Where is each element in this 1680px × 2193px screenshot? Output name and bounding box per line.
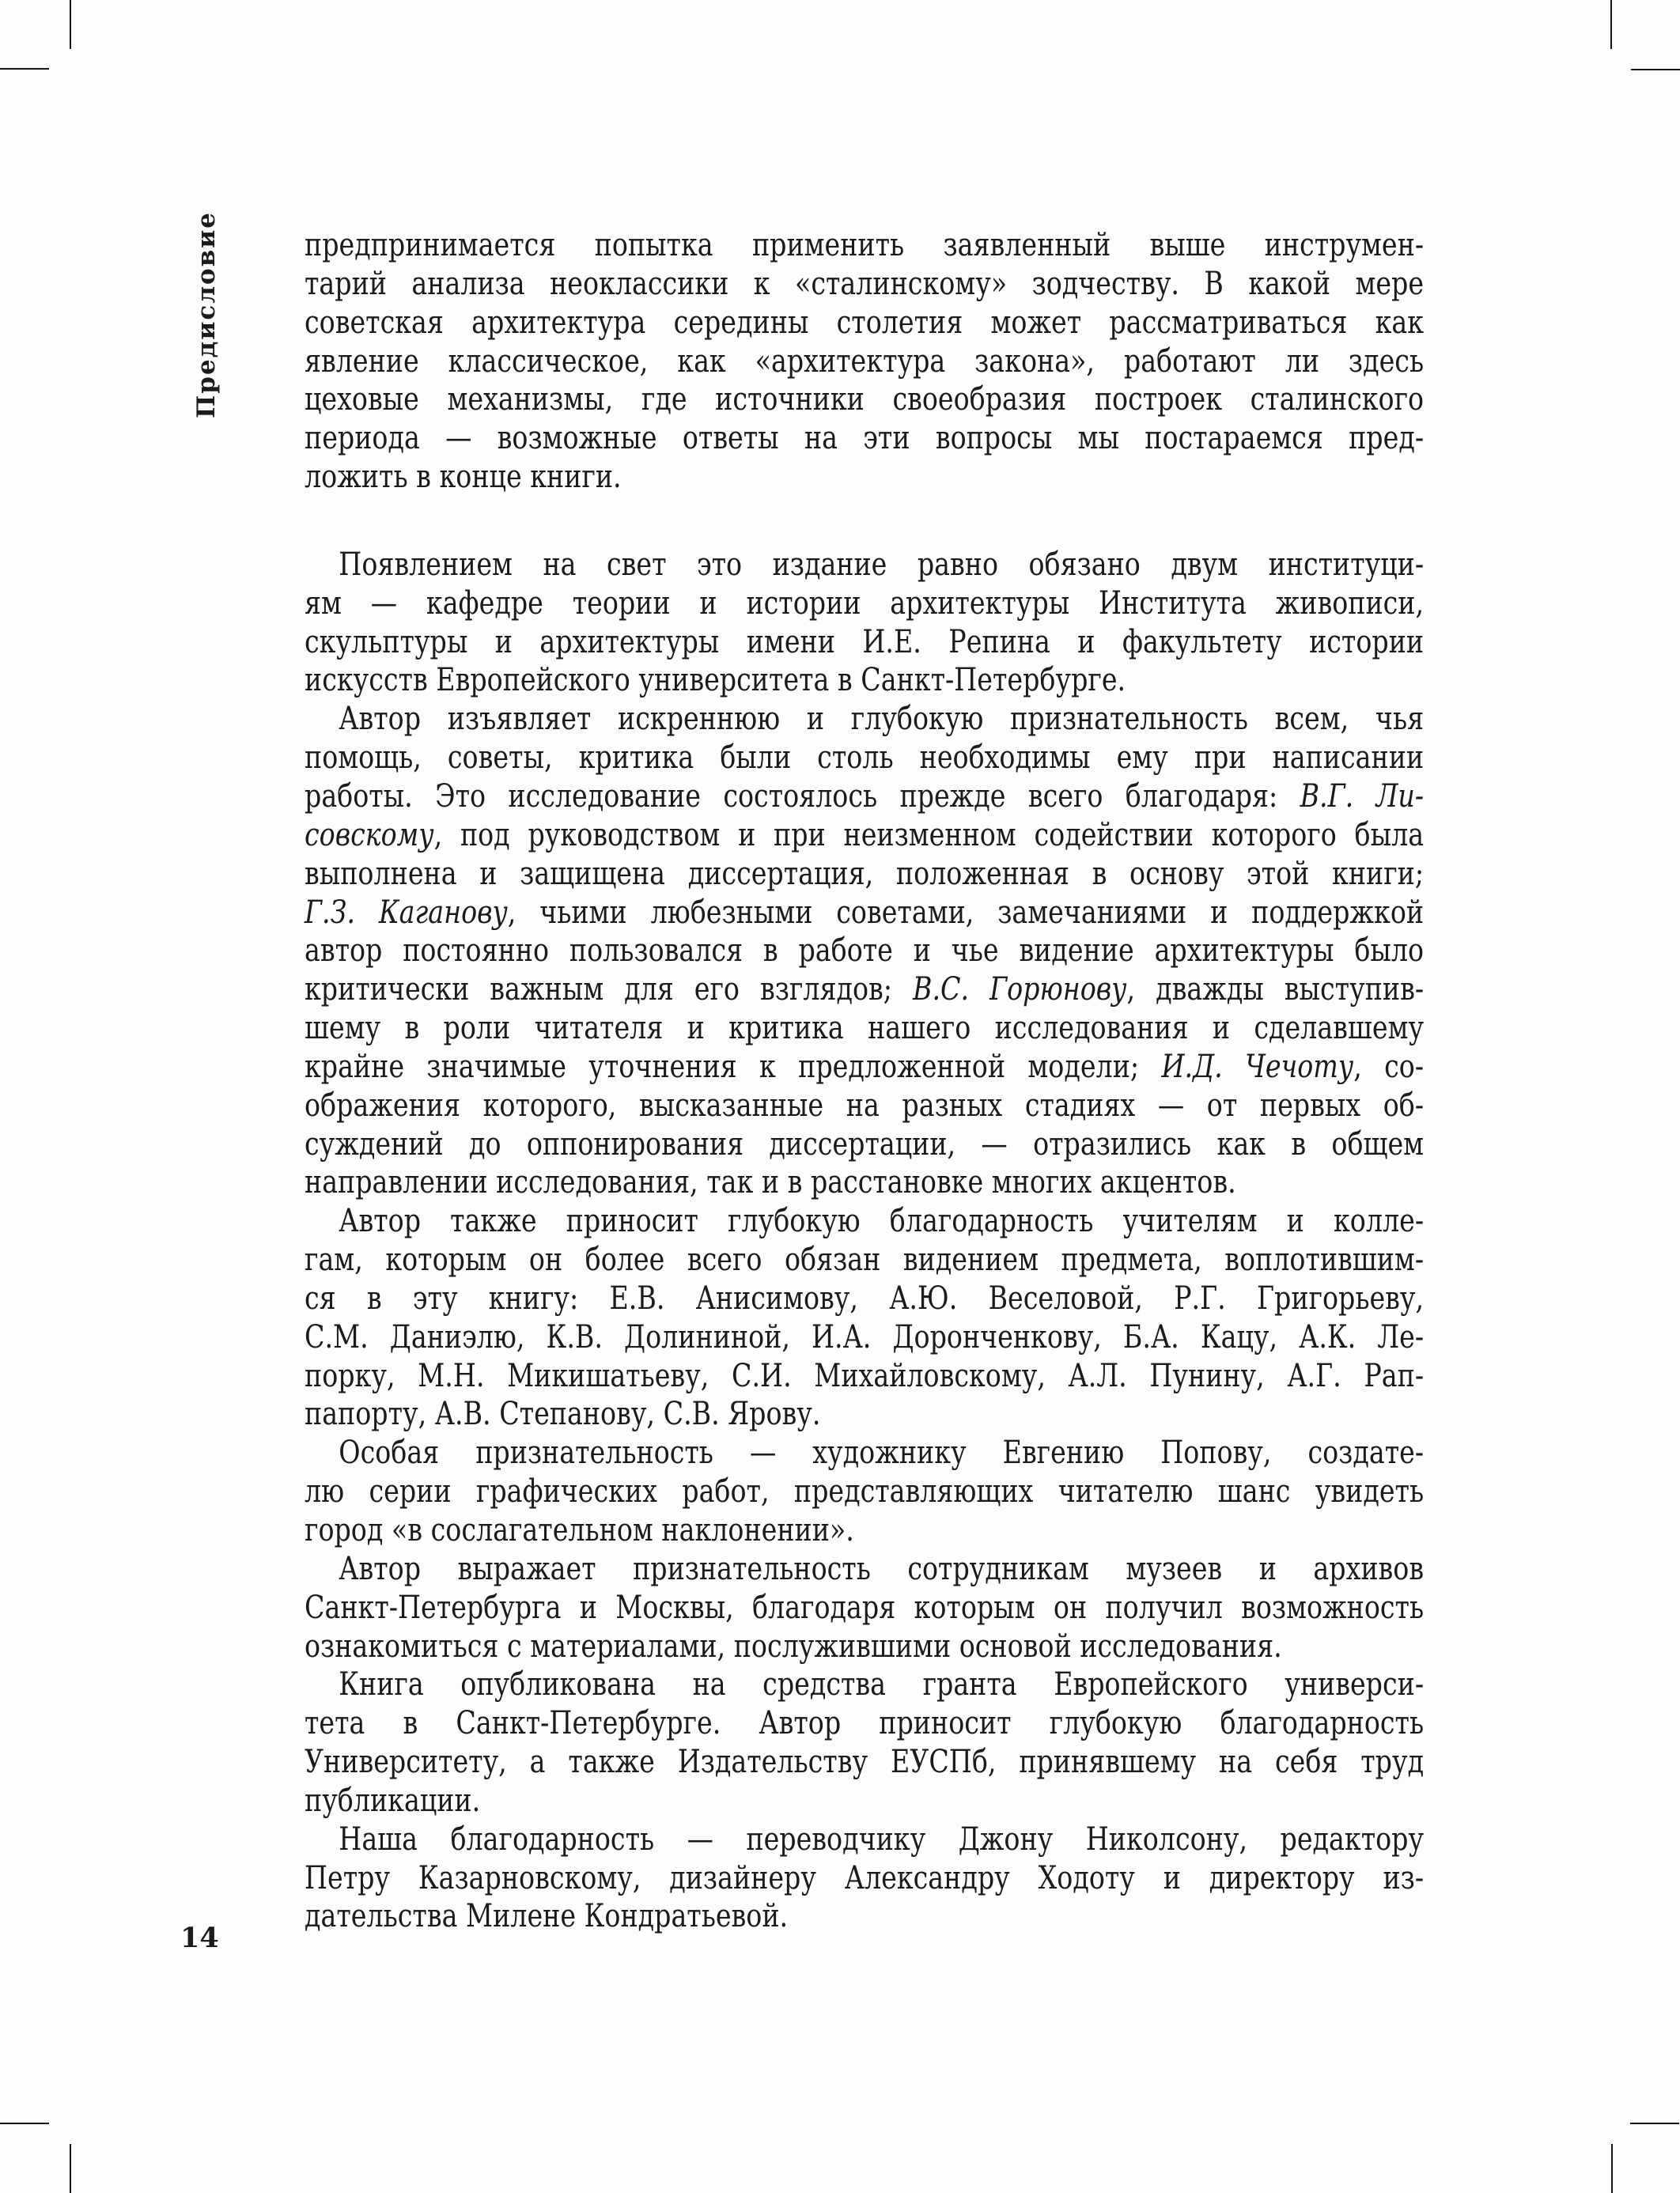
text-line: Автор выражает признательность сотрудникам музеев и архивов — [339, 1550, 1425, 1587]
text-line: выполнена и защищена диссертация, положенная в основу этой книги; — [305, 855, 1425, 892]
text-line: советская архитектура середины столетия может рассматриваться как — [305, 304, 1425, 341]
crop-mark-top-left-vertical — [70, 0, 71, 49]
text-line: папорту, А.В. Степанову, С.В. Ярову. — [305, 1396, 821, 1433]
crop-mark-bottom-left-vertical — [70, 2144, 71, 2193]
text-line: Книга опубликована на средства гранта Европейского универси- — [339, 1666, 1425, 1703]
paragraph — [305, 226, 1424, 497]
text-line: ознакомиться с материалами, послужившими основой исследования. — [305, 1628, 1282, 1665]
crop-mark-bottom-right-horizontal — [1630, 2123, 1679, 2124]
margin-label-chapter: Предисловие — [192, 211, 221, 418]
text-line: Г.З. Каганову, чьими любезными советами, замечаниями и поддержкой — [305, 894, 1425, 931]
text-line: Автор также приносит глубокую благодарность учителям и колле- — [339, 1203, 1425, 1240]
text-line: дательства Милене Кондратьевой. — [305, 1898, 789, 1935]
page-number: 14 — [180, 1922, 219, 1954]
text-line: порку, М.Н. Микишатьеву, С.И. Михайловскому, А.Л. Пунину, А.Г. Рап- — [305, 1357, 1425, 1394]
paragraph — [305, 1821, 1424, 1937]
text-line: совскому, под руководством и при неизменном содействии которого была — [305, 816, 1425, 853]
text-line: ображения которого, высказанные на разных стадиях — от первых об- — [305, 1087, 1425, 1124]
text-line: шему в роли читателя и критика нашего исследования и сделавшему — [305, 1010, 1425, 1047]
paragraph — [305, 700, 1424, 1202]
text-line: автор постоянно пользовался в работе и чье видение архитектуры было — [305, 932, 1425, 970]
text-line: явление классическое, как «архитектура закона», работают ли здесь — [305, 342, 1425, 380]
text-line: цеховые механизмы, где источники своеобразия построек сталинского — [305, 381, 1425, 418]
text-line: предпринимается попытка применить заявленный выше инструмен- — [305, 227, 1425, 263]
text-line: искусств Европейского университета в Санкт-Петербурге. — [305, 662, 1126, 699]
text-line: Особая признательность — художнику Евгению Попову, создате- — [339, 1435, 1425, 1472]
text-line: Санкт-Петербурга и Москвы, благодаря которым он получил возможность — [305, 1589, 1425, 1626]
text-line: ям — кафедре теории и истории архитектуры Института живописи, — [305, 584, 1425, 622]
text-line: работы. Это исследование состоялось прежде всего благодаря: В.Г. Ли- — [305, 777, 1425, 815]
text-line: гам, которым он более всего обязан видением предмета, воплотившим- — [305, 1242, 1425, 1279]
text-line: лю серии графических работ, представляющих читателю шанс увидеть — [305, 1473, 1425, 1511]
text-line: помощь, советы, критика были столь необходимы ему при написании — [305, 739, 1425, 777]
text-line: Петру Казарновскому, дизайнеру Александру Ходоту и директору из- — [305, 1859, 1425, 1896]
paragraph — [305, 1434, 1424, 1550]
crop-mark-top-right-horizontal — [1631, 69, 1680, 70]
text-line: Наша благодарность — переводчику Джону Николсону, редактору — [339, 1821, 1425, 1858]
crop-mark-bottom-left-horizontal — [0, 2123, 49, 2124]
text-line: направлении исследования, так и в расстановке многих акцентов. — [305, 1164, 1236, 1201]
text-line: Университету, а также Издательству ЕУСПб, принявшему на себя труд — [305, 1744, 1425, 1781]
crop-mark-top-left-horizontal — [0, 68, 49, 70]
text-line: город «в сослагательном наклонении». — [305, 1512, 854, 1548]
text-line: публикации. — [305, 1782, 481, 1819]
text-line: С.М. Даниэлю, К.В. Долининой, И.А. Доронченкову, Б.А. Кацу, А.К. Ле- — [305, 1318, 1425, 1356]
text-line: периода — возможные ответы на эти вопросы мы постараемся пред- — [305, 420, 1425, 457]
crop-mark-top-right-vertical — [1610, 0, 1612, 49]
body-text — [305, 226, 1424, 1936]
text-line: ся в эту книгу: Е.В. Анисимову, А.Ю. Веселовой, Р.Г. Григорьеву, — [305, 1280, 1425, 1317]
paragraph — [305, 546, 1424, 700]
text-line: суждений до оппонирования диссертации, — отразились как в общем — [305, 1125, 1425, 1163]
text-line: скульптуры и архитектуры имени И.Е. Репина и факультету истории — [305, 623, 1425, 660]
text-line: крайне значимые уточнения к предложенной модели; И.Д. Чечоту, со- — [305, 1048, 1425, 1085]
text-line: тета в Санкт-Петербурге. Автор приносит глубокую благодарность — [305, 1705, 1425, 1742]
paragraph — [305, 1550, 1424, 1666]
paragraph — [305, 1202, 1424, 1434]
text-line: Появлением на свет это издание равно обязано двум институци- — [339, 546, 1425, 583]
text-line: критически важным для его взглядов; В.С. Горюнову, дважды выступив- — [305, 971, 1425, 1008]
text-line: тарий анализа неоклассики к «сталинскому» зодчеству. В какой мере — [305, 265, 1425, 302]
crop-mark-bottom-right-vertical — [1611, 2144, 1613, 2193]
paragraph — [305, 1666, 1424, 1820]
text-line: ложить в конце книги. — [305, 459, 622, 496]
text-line: Автор изъявляет искреннюю и глубокую признательность всем, чья — [339, 701, 1425, 738]
